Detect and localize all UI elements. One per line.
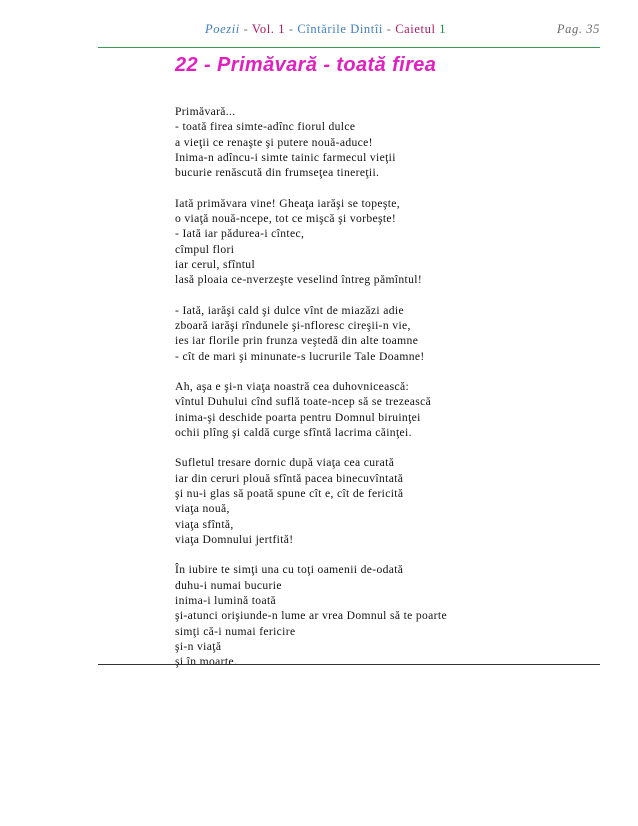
poem-line: Inima-n adîncu-i simte tainic farmecul vieţii [175,150,396,164]
header-divider [98,47,600,48]
poem-line: simţi că-i numai fericire [175,624,296,638]
poem-line: şi în moarte. [175,655,238,669]
header-separator: - [386,22,392,36]
poem-line: inima-şi deschide poarta pentru Domnul biruinţei [175,410,421,424]
header-volume: Vol. 1 [251,22,286,36]
poem-line: zboară iarăşi rîndunele şi-nfloresc cireşii-n vie, [175,318,411,332]
poem-line: În iubire te simţi una cu toţi oamenii de-odată [175,563,404,577]
poem-line: ies iar florile prin frunza veştedă din alte toamne [175,334,419,348]
stanza [175,562,595,669]
poem-line: iar din ceruri plouă sfîntă pacea binecuvîntată [175,471,404,485]
poem-line: lasă ploaia ce-nverzeşte veselind întreg pămîntul! [175,273,423,287]
poem-line: Sufletul tresare dornic după viaţa cea curată [175,456,395,470]
poem-line: viaţa sfîntă, [175,517,234,531]
page-header [0,22,638,42]
poem-line: a vieţii ce renaşte şi putere nouă-aduce! [175,135,373,149]
poem-line: viaţa nouă, [175,502,230,516]
stanza [175,104,595,180]
poem-line: Iată primăvara vine! Gheaţa iarăşi se topeşte, [175,196,401,210]
stanza [175,196,595,288]
poem-body [175,104,595,685]
poem-line: vîntul Duhului cînd suflă toate-ncep să se trezească [175,395,432,409]
stanza [175,379,595,440]
poem-line: Primăvară... [175,105,236,118]
poem-line: duhu-i numai bucurie [175,578,282,592]
poem-line: o viaţă nouă-ncepe, tot ce mişcă şi vorbeşte! [175,211,397,225]
poem-line: şi nu-i glas să poată spune cît e, cît de fericită [175,486,404,500]
poem-line: - Iată, iarăşi cald şi dulce vînt de miazăzi adie [175,303,404,317]
poem-line: ochii plîng şi caldă curge sfîntă lacrima căinţei. [175,425,412,439]
poem-line: inima-i lumină toată [175,593,277,607]
poem-line: cîmpul flori [175,242,235,256]
header-book-title: Cîntările Dintîi [297,22,383,36]
stanza [175,303,595,364]
header-notebook: Caietul [395,22,436,36]
poem-line: iar cerul, sfîntul [175,257,256,271]
running-header [205,22,446,37]
page-number: Pag. 35 [556,22,600,36]
poem-line: Ah, aşa e şi-n viaţa noastră cea duhovnicească: [175,380,410,394]
header-separator: - [288,22,294,36]
poem-line: şi-atunci orişiunde-n lume ar vrea Domnul să te poarte [175,609,447,623]
poem-title: 22 - Primăvară - toată firea [175,54,437,76]
poem-line: bucurie renăscută din frumseţea tinereţii. [175,166,380,180]
header-notebook-number: 1 [439,22,447,36]
footer-divider [98,664,600,665]
poem-line: - Iată iar pădurea-i cîntec, [175,227,305,241]
header-separator: - [243,22,249,36]
header-collection: Poezii [205,22,240,36]
poem-line: - cît de mari şi minunate-s lucrurile Tale Doamne! [175,349,425,363]
poem-line: - toată firea simte-adînc fiorul dulce [175,120,356,134]
stanza [175,455,595,547]
poem-line: şi-n viaţă [175,639,222,653]
poem-line: viaţa Domnului jertfită! [175,532,294,546]
